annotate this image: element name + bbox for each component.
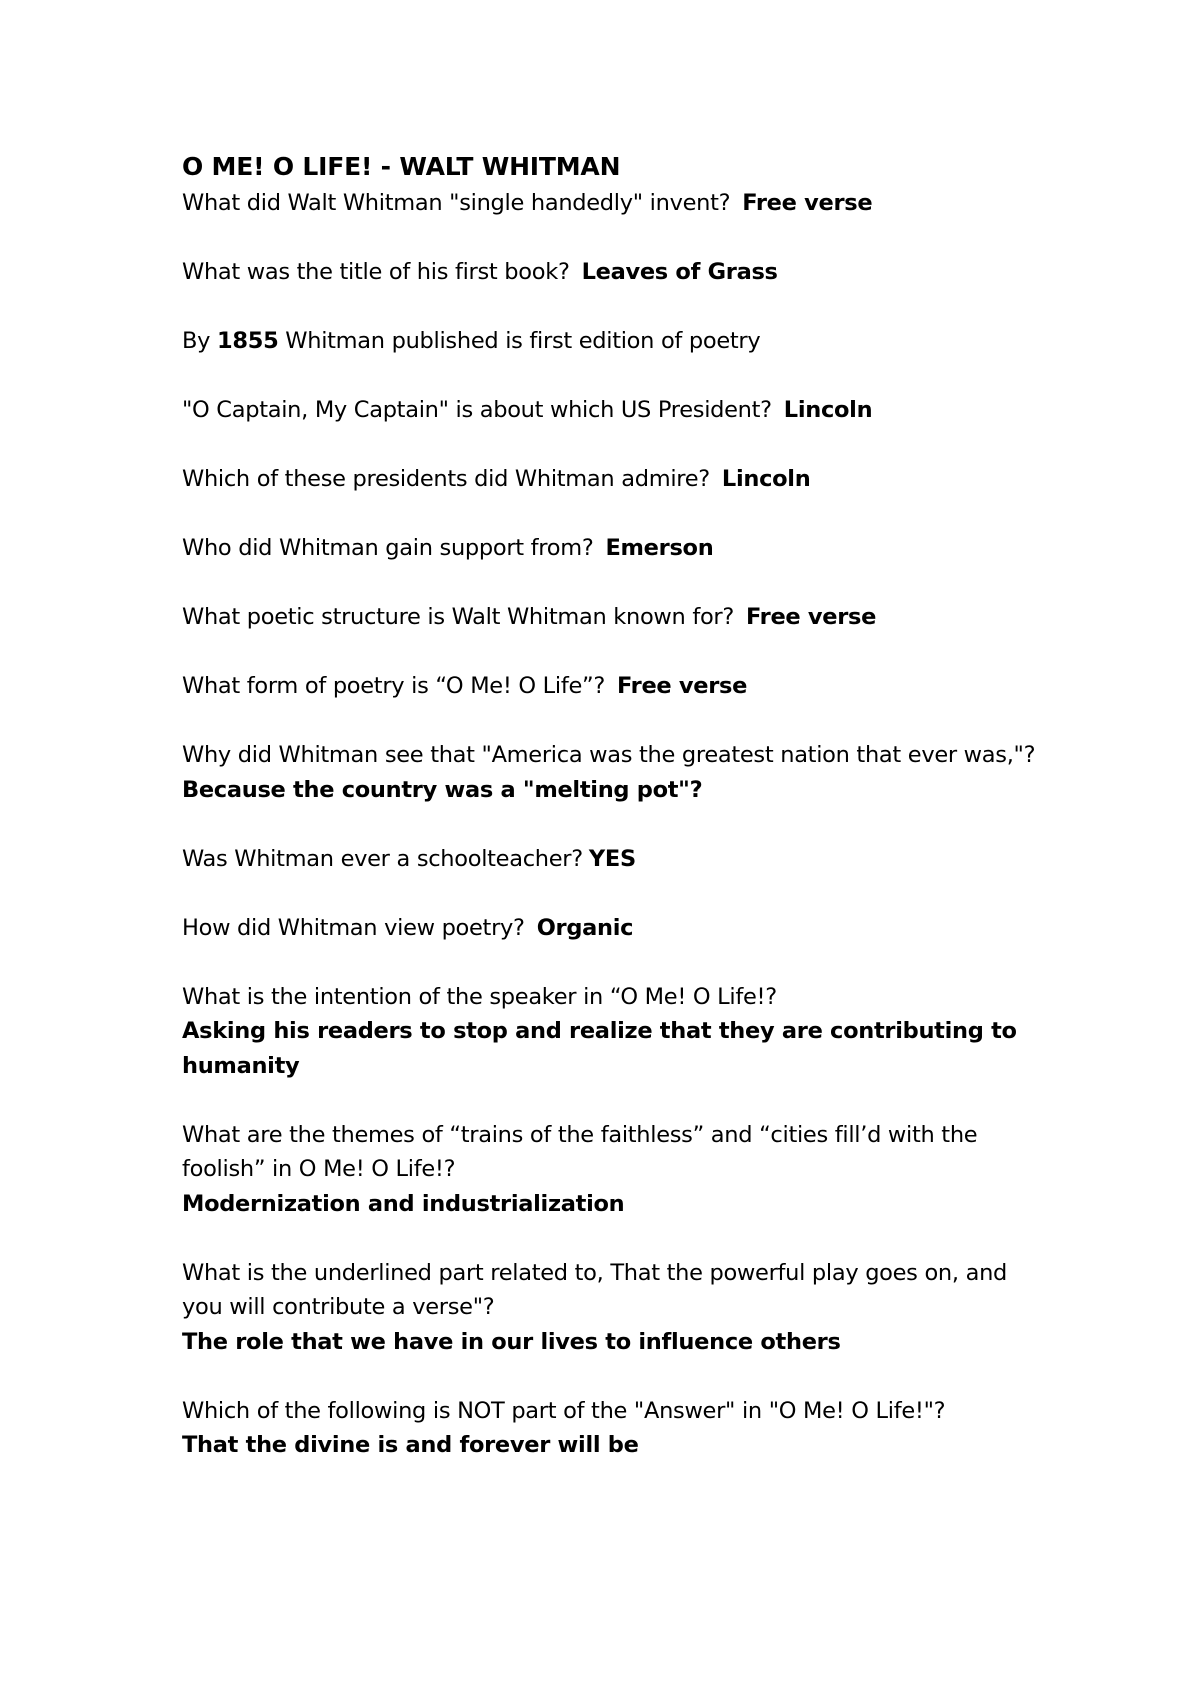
qa-item [182,531,1042,566]
answer-text: The role that we have in our lives to influence others [182,1328,841,1355]
qa-item [182,1256,1042,1360]
qa-item [182,324,1042,359]
question-text: By [182,328,218,354]
answer-text: Free verse [742,190,873,216]
question-text: How did Whitman view poetry? [182,914,525,941]
qa-item [182,669,1042,704]
qa-item [182,842,1042,877]
answer-text: Because the country was a "melting pot"? [182,776,703,803]
qa-item [182,600,1042,635]
question-text: What are the themes of “trains of the faithless” and “cities fill’d with the foolish” in O Me! O Life!? [182,1121,978,1182]
qa-item [182,911,1042,946]
qa-item [182,393,1042,428]
qa-item [182,255,1042,290]
question-text: What is the intention of the speaker in “O Me! O Life!? [182,983,777,1010]
question-suffix-text: Whitman published is first edition of poetry [278,328,761,354]
question-text: What is the underlined part related to, That the powerful play goes on, and you will contribute a verse"? [182,1259,1008,1320]
answer-text: Free verse [617,673,748,699]
qa-item [182,1394,1042,1463]
answer-text: Lincoln [783,397,873,423]
answer-text: Lincoln [721,466,811,492]
answer-text: Free verse [746,604,877,630]
document-page [182,148,1042,1497]
question-text: Who did Whitman gain support from? [182,535,594,561]
question-text: Which of these presidents did Whitman admire? [182,466,710,492]
qa-item [182,738,1042,807]
question-text: What poetic structure is Walt Whitman known for? [182,604,735,630]
question-text: "O Captain, My Captain" is about which US President? [182,397,772,423]
answer-text: YES [588,845,636,872]
answer-text: 1855 [217,328,279,354]
answer-text: Modernization and industrialization [182,1190,625,1217]
question-text: What was the title of his first book? [182,259,570,285]
answer-text: Asking his readers to stop and realize that they are contributing to humanity [182,1018,1017,1079]
answer-text: That the divine is and forever will be [182,1432,639,1458]
question-text: What form of poetry is “O Me! O Life”? [182,673,606,699]
question-text: What did Walt Whitman "single handedly" invent? [182,190,731,216]
qa-item [182,1118,1042,1222]
qa-item [182,980,1042,1084]
qa-item [182,462,1042,497]
question-text: Was Whitman ever a schoolteacher? [182,845,583,872]
answer-text: Emerson [605,535,714,561]
document-title: O ME! O LIFE! - WALT WHITMAN [182,152,621,181]
answer-text: Organic [536,914,634,941]
qa-list [182,186,1042,1463]
answer-text: Leaves of Grass [581,259,778,285]
question-text: Why did Whitman see that "America was the greatest nation that ever was,"? [182,742,1036,768]
question-text: Which of the following is NOT part of the "Answer" in "O Me! O Life!"? [182,1397,946,1424]
qa-item [182,186,1042,221]
